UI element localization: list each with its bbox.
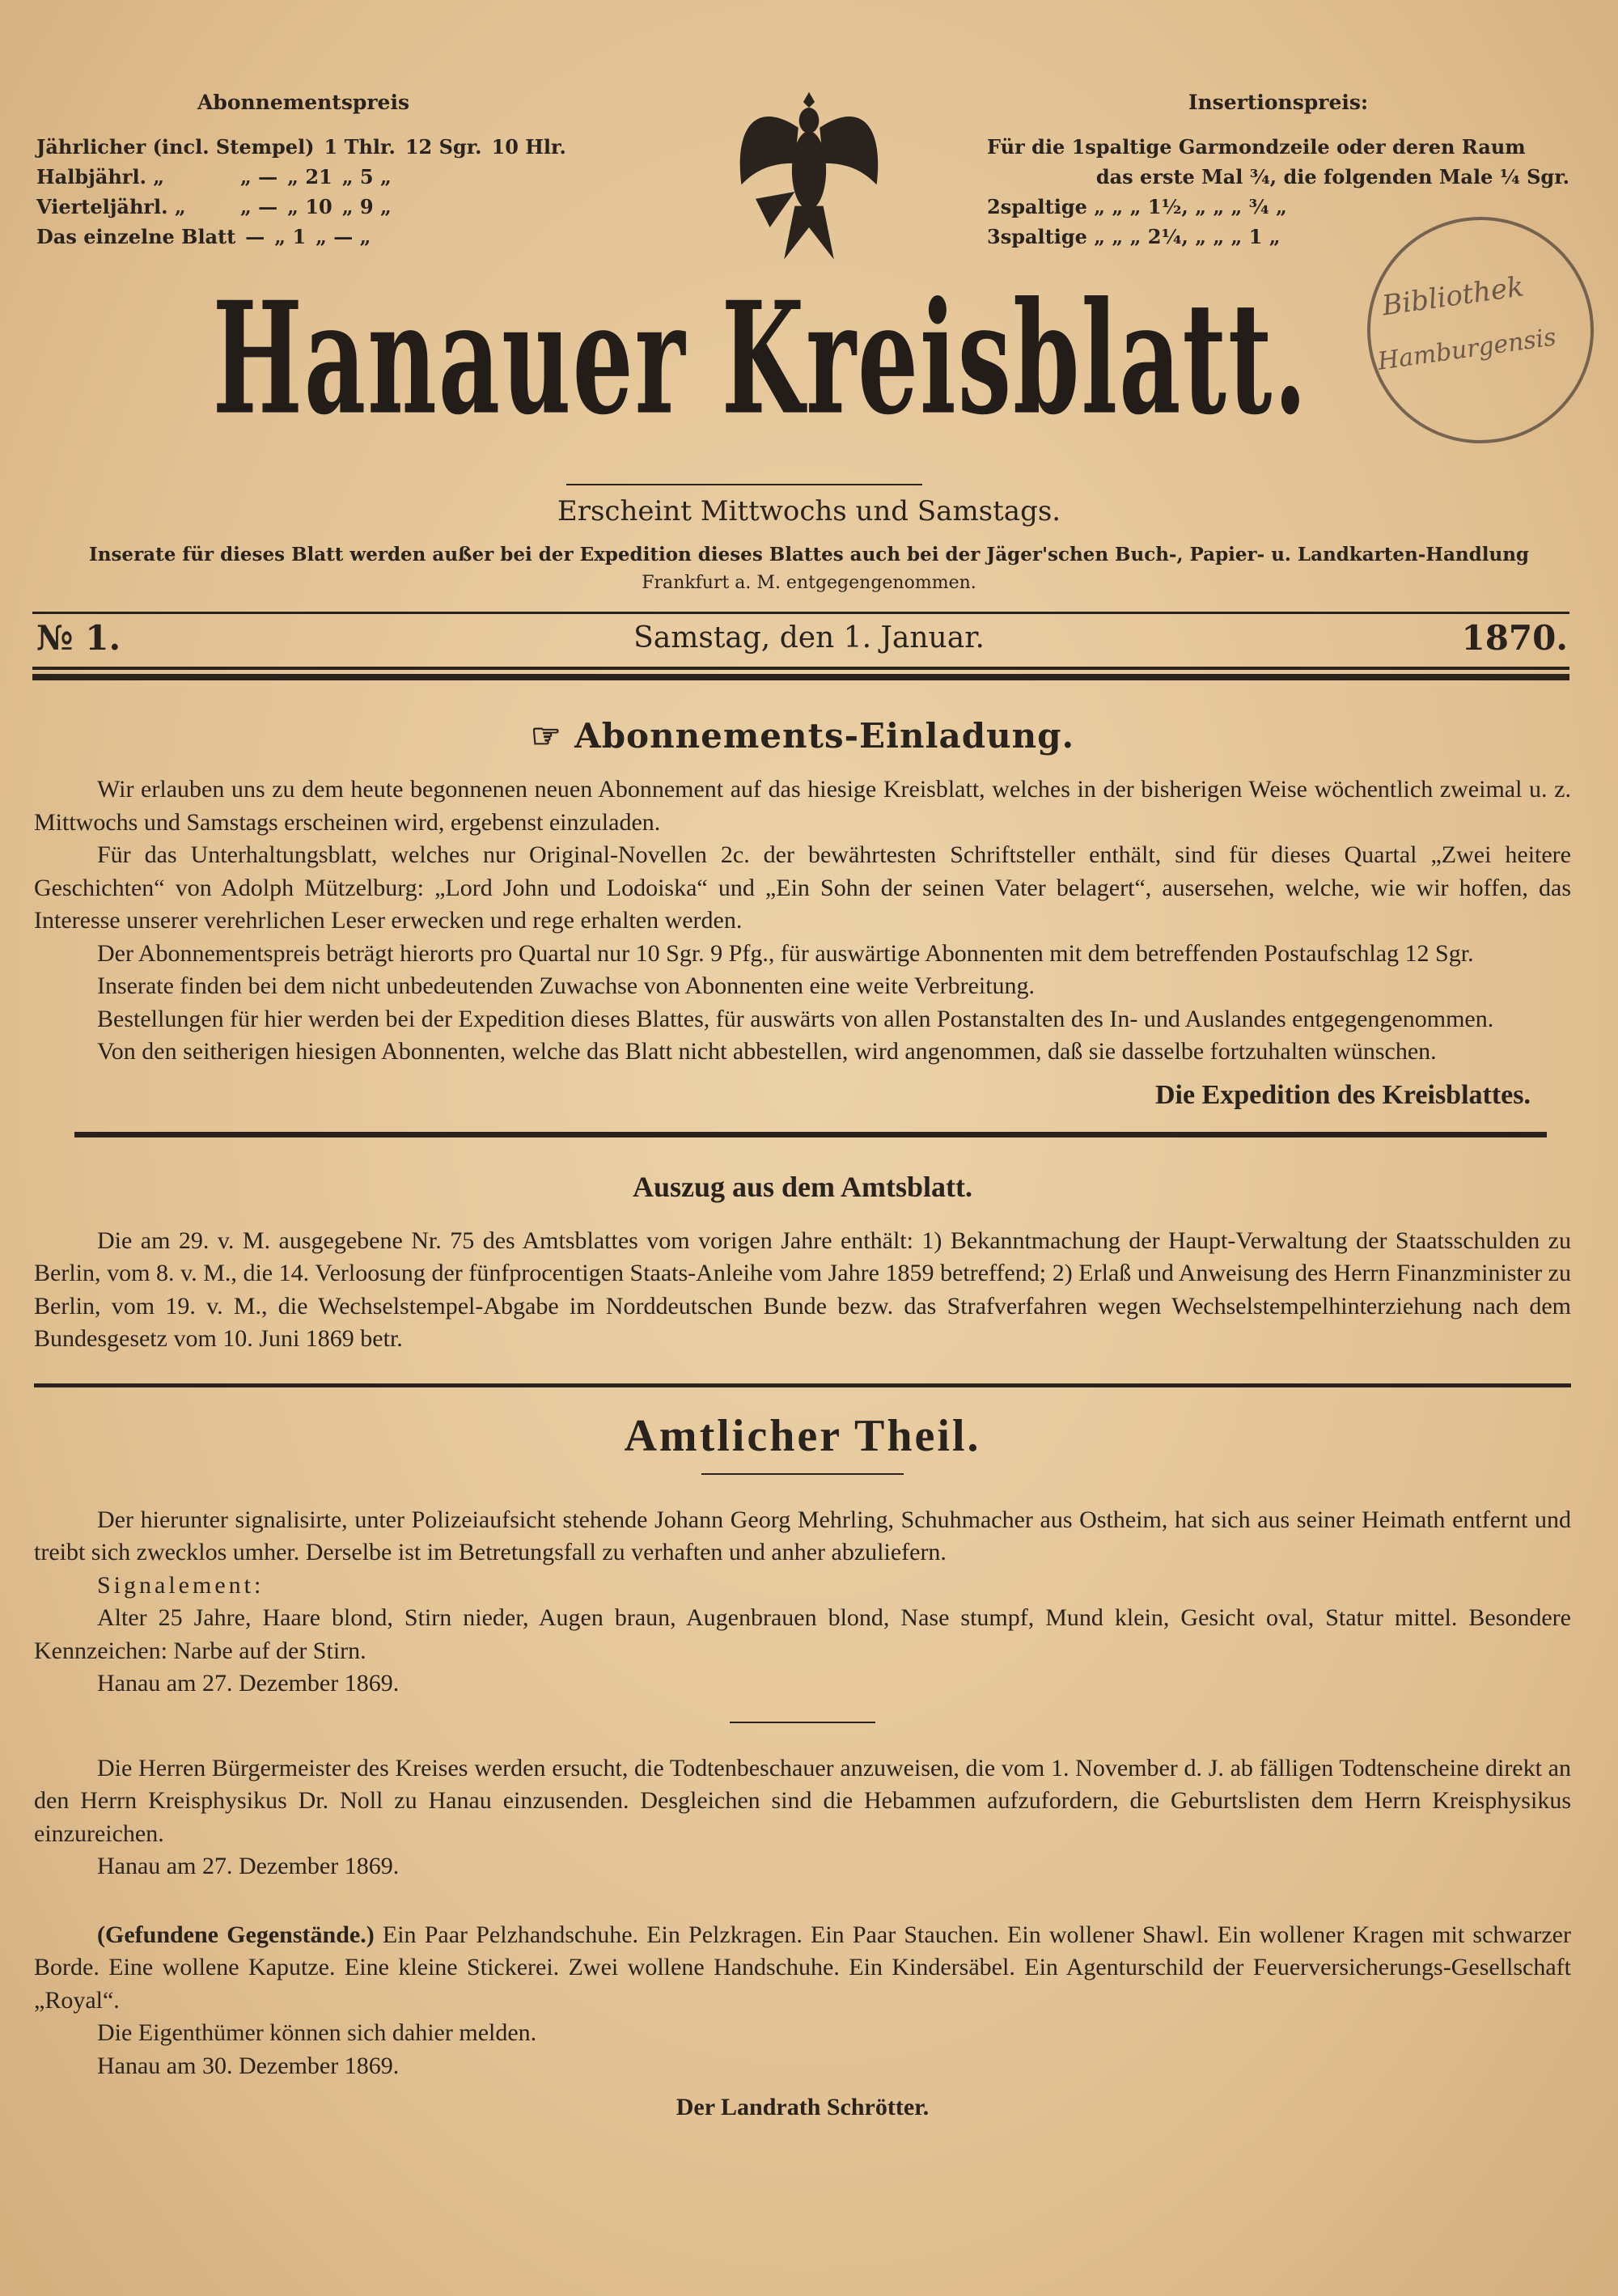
insertion-line: Für die 1spaltige Garmondzeile oder deren Raum xyxy=(987,135,1526,159)
insertion-line: 3spaltige „ „ „ 2¼, „ „ „ 1 „ xyxy=(987,225,1281,248)
subscription-cell: „ 1 xyxy=(274,225,307,248)
paragraph: Die am 29. v. M. ausgegebene Nr. 75 des Amtsblattes vom vorigen Jahre enthält: 1) Bekanntmachung der Haupt-Verwaltung der Staatsschulden zu Berlin, vom 8. v. M., die 14. Verloosung der fünfprocentigen Staats-Anleihe vom Jahre 1859 betreffend; 2) Erlaß und Anweisung des Herrn Finanzminister zu Berlin, vom 19. v. M., die Wechselstempel-Abgabe im Norddeutschen Bunde bezw. das Strafverfahren wegen Wechselstempelhinterziehung nach dem Bundesgesetz vom 10. Juni 1869 betr. xyxy=(34,1226,1571,1352)
paragraph: Die Eigenthümer können sich dahier melden. xyxy=(97,2019,537,2046)
divider xyxy=(32,612,1569,614)
stamp-text: Bibliothek xyxy=(1379,270,1526,323)
found-items-lead: (Gefundene Gegenstände.) xyxy=(97,1921,375,1948)
official-signature: Der Landrath Schrötter. xyxy=(676,2094,930,2120)
subscription-cell: 12 Sgr. xyxy=(404,135,482,159)
subscription-row xyxy=(36,222,570,252)
subscription-cell: Jährlicher (incl. Stempel) xyxy=(36,135,315,159)
notice-wanted-person xyxy=(34,1504,1571,1701)
publication-schedule: Erscheint Mittwochs und Samstags. xyxy=(557,495,1061,527)
newspaper-title-container xyxy=(178,269,1343,450)
divider xyxy=(32,674,1569,680)
subscription-price-box xyxy=(36,87,570,252)
subscription-row xyxy=(36,162,570,192)
subscription-cell: „ — xyxy=(240,195,278,218)
dateline: Hanau am 27. Dezember 1869. xyxy=(97,1853,400,1879)
paragraph: Ein Paar Pelzhandschuhe. Ein Pelzkragen. Ein Paar Stauchen. Ein wollener Shawl. Ein wollener Kragen mit schwarzer Borde. Eine wollene Kaputze. Eine kleine Stickerei. Zwei wollene Handschuhe. Ein Kindersäbel. Ein Agenturschild der Feuerversicherungs-Gesellschaft „Royal“. xyxy=(34,1921,1571,2014)
distribution-notice: Inserate für dieses Blatt werden außer bei der Expedition dieses Blattes auch bei der Jäger'schen Buch-, Papier- u. Landkarten-Handlung xyxy=(89,544,1529,566)
issue-year: 1870. xyxy=(1461,618,1568,658)
invitation-signature: Die Expedition des Kreisblattes. xyxy=(1154,1079,1531,1110)
paragraph: Die Herren Bürgermeister des Kreises werden ersucht, die Todtenbeschauer anzuweisen, die vom 1. November d. J. ab fälligen Todtenscheine direkt an den Herrn Kreisphysikus Dr. Noll zu Hanau einzusenden. Desgleichen sind die Hebammen aufzufordern, die Geburtslisten dem Herrn Kreisphysikus einzureichen. xyxy=(34,1754,1571,1847)
subscription-cell: 10 Hlr. xyxy=(491,135,566,159)
notice-death-certificates xyxy=(34,1752,1571,1883)
divider xyxy=(32,667,1569,670)
insertion-line: 2spaltige „ „ „ 1½, „ „ „ ¾ „ xyxy=(987,195,1287,218)
paragraph: Von den seitherigen hiesigen Abonnenten, welche das Blatt nicht abbestellen, wird angenommen, daß sie dasselbe fortzuhalten wünschen. xyxy=(97,1038,1437,1065)
dateline: Hanau am 27. Dezember 1869. xyxy=(97,1670,400,1697)
dateline: Hanau am 30. Dezember 1869. xyxy=(97,2052,400,2079)
issue-number: № 1. xyxy=(36,618,121,658)
paragraph: Der hierunter signalisirte, unter Polizeiaufsicht stehende Johann Georg Mehrling, Schuhmacher aus Ostheim, hat sich aus seiner Heimath entfernt und treibt sich zwecklos umher. Derselbe ist im Betretungsfall zu verhaften und anher abzuliefern. xyxy=(34,1506,1571,1565)
divider xyxy=(701,1473,904,1475)
subscription-cell: Halbjährl. „ xyxy=(36,165,165,189)
paragraph: Der Abonnementspreis beträgt hierorts pro Quartal nur 10 Sgr. 9 Pfg., für auswärtige Abonnenten mit dem betreffenden Postaufschlag 12 Sgr. xyxy=(97,939,1474,967)
divider xyxy=(566,484,922,485)
stamp-text: Hamburgensis xyxy=(1375,323,1558,376)
invitation-body xyxy=(34,773,1571,1069)
subscription-cell: Vierteljährl. „ xyxy=(36,195,186,218)
subscription-row xyxy=(36,132,570,162)
paragraph: Für das Unterhaltungsblatt, welches nur Original-Novellen 2c. der bewährtesten Schriftsteller enthält, sind für dieses Quartal „Zwei heitere Geschichten“ von Adolph Mützelburg: „Lord John und Lodoiska“ und „Ein Sohn der seinen Vater belagert“, ausersehen, welche, wie wir hoffen, das Interesse unserer verehrlichen Leser erwecken und rege erhalten werden. xyxy=(34,841,1571,934)
subscription-heading: Abonnementspreis xyxy=(197,91,410,114)
paragraph: Bestellungen für hier werden bei der Expedition dieses Blattes, für auswärts von allen Postanstalten des In- und Auslandes entgegengenommen. xyxy=(97,1005,1494,1032)
invitation-heading: ☞ Abonnements-Einladung. xyxy=(530,716,1075,756)
distribution-notice: Frankfurt a. M. entgegengenommen. xyxy=(642,573,976,593)
prussian-eagle-emblem xyxy=(716,85,902,263)
notice-found-items xyxy=(34,1919,1571,2083)
signalement-label: Signalement: xyxy=(97,1571,265,1599)
paragraph: Alter 25 Jahre, Haare blond, Stirn nieder, Augen braun, Augenbrauen blond, Nase stumpf, Mund klein, Gesicht oval, Statur mittel. Besondere Kennzeichen: Narbe auf der Stirn. xyxy=(34,1604,1571,1664)
paragraph: Wir erlauben uns zu dem heute begonnenen neuen Abonnement auf das hiesige Kreisblatt, welches in der bisherigen Weise wöchentlich zweimal u. z. Mittwochs und Samstags erscheinen wird, ergebenst einzuladen. xyxy=(34,776,1571,836)
divider xyxy=(34,1383,1571,1387)
excerpt-body xyxy=(34,1225,1571,1356)
issue-date: Samstag, den 1. Januar. xyxy=(633,621,985,654)
subscription-cell: „ — „ xyxy=(316,225,371,248)
subscription-cell: „ 9 „ xyxy=(341,195,392,218)
insertion-heading: Insertionspreis: xyxy=(1188,91,1369,114)
divider xyxy=(730,1722,875,1723)
subscription-cell: „ 10 xyxy=(287,195,332,218)
insertion-line: das erste Mal ¾, die folgenden Male ¼ Sgr. xyxy=(1095,165,1569,189)
subscription-cell: „ 21 xyxy=(287,165,332,189)
subscription-cell: 1 Thlr. xyxy=(324,135,396,159)
divider xyxy=(74,1132,1547,1137)
subscription-cell: — xyxy=(245,225,265,248)
content-column xyxy=(34,716,1571,2121)
subscription-cell: „ — xyxy=(240,165,278,189)
newspaper-title: Hanauer Kreisblatt. xyxy=(212,269,1309,450)
official-heading: Amtlicher Theil. xyxy=(624,1410,981,1461)
subscription-cell: Das einzelne Blatt xyxy=(36,225,236,248)
paragraph: Inserate finden bei dem nicht unbedeutenden Zuwachse von Abonnenten eine weite Verbreitung. xyxy=(97,972,1036,999)
excerpt-heading: Auszug aus dem Amtsblatt. xyxy=(632,1170,973,1203)
subscription-row xyxy=(36,192,570,222)
subscription-cell: „ 5 „ xyxy=(341,165,392,189)
